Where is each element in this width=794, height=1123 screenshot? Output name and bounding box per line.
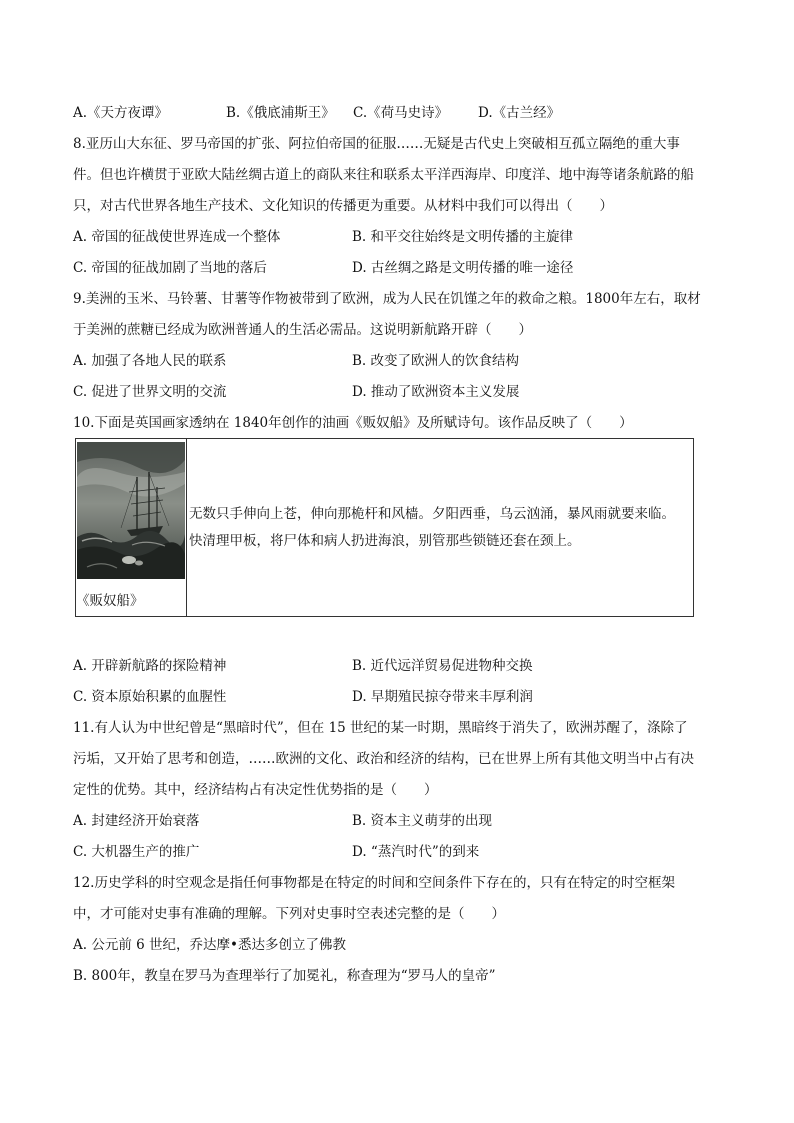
- q7-option-c: C.《荷马史诗》: [353, 105, 449, 121]
- q7-option-a: A.《天方夜谭》: [73, 105, 169, 121]
- q11-stem-line-3: 定性的优势。其中，经济结构占有决定性优势指的是（ ）: [73, 782, 438, 798]
- q8-option-b: B. 和平交往始终是文明传播的主旋律: [352, 229, 574, 245]
- painting-caption: 《贩奴船》: [76, 593, 144, 609]
- q9-stem-line-2: 于美洲的蔗糖已经成为欧洲普通人的生活必需品。这说明新航路开辟（ ）: [73, 322, 532, 338]
- q7-option-b: B.《俄底浦斯王》: [226, 105, 335, 121]
- q12-stem-line-1: 12.历史学科的时空观念是指任何事物都是在特定的时间和空间条件下存在的，只有在特定的时空框架: [73, 875, 675, 891]
- painting-cell: [76, 439, 187, 617]
- q8-stem-line-2: 件。但也许横贯于亚欧大陆丝绸古道上的商队来往和联系太平洋西海岸、印度洋、地中海等诸条航路的船: [73, 167, 694, 183]
- q11-option-a: A. 封建经济开始衰落: [73, 813, 200, 829]
- q9-option-b: B. 改变了欧洲人的饮食结构: [352, 353, 520, 369]
- q8-option-d: D. 古丝绸之路是文明传播的唯一途径: [352, 260, 574, 276]
- poem-line-2: 快清理甲板，将尸体和病人扔进海浪，别管那些锁链还套在颈上。: [189, 532, 581, 549]
- q8-stem-line-3: 只，对古代世界各地生产技术、文化知识的传播更为重要。从材料中我们可以得出（ ）: [73, 198, 613, 214]
- q10-option-c: C. 资本原始积累的血腥性: [73, 689, 227, 705]
- q10-stem: 10.下面是英国画家透纳在 1840年创作的油画《贩奴船》及所赋诗句。该作品反映了（ ）: [73, 415, 633, 431]
- slave-ship-painting: [77, 442, 185, 579]
- q11-stem-line-1: 11.有人认为中世纪曾是“黑暗时代”，但在 15 世纪的某一时期，黑暗终于消失了，欧洲苏醒了，涤除了: [73, 720, 688, 736]
- q10-material-table: [75, 438, 694, 617]
- q8-stem-line-1: 8.亚历山大东征、罗马帝国的扩张、阿拉伯帝国的征服……无疑是古代史上突破相互孤立隔绝的重大事: [73, 136, 680, 152]
- q9-option-a: A. 加强了各地人民的联系: [73, 353, 227, 369]
- q10-option-d: D. 早期殖民掠夺带来丰厚利润: [352, 689, 533, 705]
- q9-stem-line-1: 9.美洲的玉米、马铃薯、甘薯等作物被带到了欧洲，成为人民在饥馑之年的救命之粮。1800年左右，取材: [73, 291, 701, 307]
- q9-option-c: C. 促进了世界文明的交流: [73, 384, 227, 400]
- q9-option-d: D. 推动了欧洲资本主义发展: [352, 384, 520, 400]
- q12-option-b: B. 800年，教皇在罗马为查理举行了加冕礼，称查理为“罗马人的皇帝”: [73, 968, 496, 984]
- q7-option-d: D.《古兰经》: [478, 105, 561, 121]
- q12-stem-line-2: 中，才可能对史事有准确的理解。下列对史事时空表述完整的是（ ）: [73, 906, 505, 922]
- q11-option-d: D. “蒸汽时代”的到来: [352, 844, 480, 860]
- q11-option-b: B. 资本主义萌芽的出现: [352, 813, 493, 829]
- poem-line-1: 无数只手伸向上苍，伸向那桅杆和风樯。夕阳西垂，乌云汹涌，暴风雨就要来临。: [189, 505, 675, 522]
- q11-option-c: C. 大机器生产的推广: [73, 844, 200, 860]
- q11-stem-line-2: 污垢，又开始了思考和创造，……欧洲的文化、政治和经济的结构，已在世界上所有其他文明当中占有决: [73, 751, 694, 767]
- q10-option-a: A. 开辟新航路的探险精神: [73, 658, 227, 674]
- q8-option-a: A. 帝国的征战使世界连成一个整体: [73, 229, 281, 245]
- poem-cell: [187, 439, 694, 617]
- q10-option-b: B. 近代远洋贸易促进物种交换: [352, 658, 533, 674]
- q8-option-c: C. 帝国的征战加剧了当地的落后: [73, 260, 267, 276]
- q12-option-a: A. 公元前 6 世纪，乔达摩•悉达多创立了佛教: [73, 937, 346, 953]
